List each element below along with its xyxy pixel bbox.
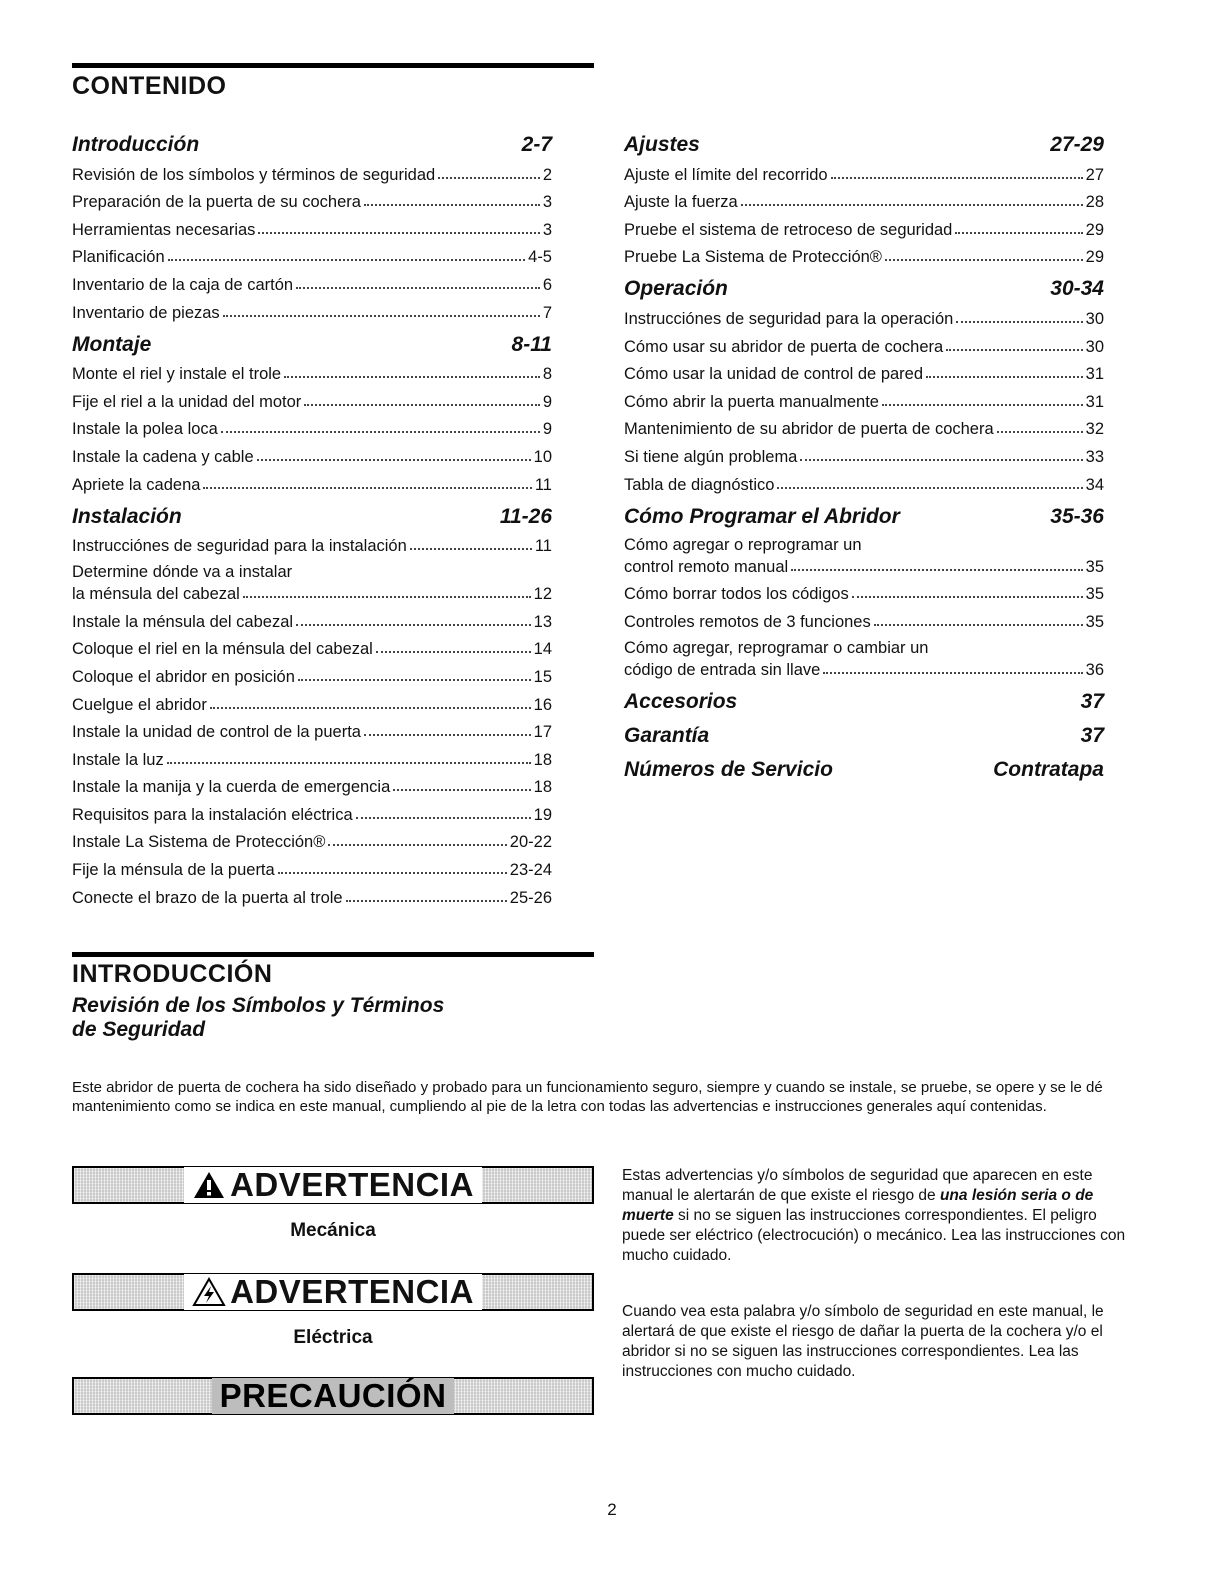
toc-leader-dots: [243, 596, 531, 598]
toc-entry-title: Inventario de la caja de cartón: [72, 275, 294, 294]
toc-entry-page: 16: [533, 695, 552, 714]
toc-entry: [72, 687, 552, 715]
toc-entry: [72, 240, 552, 268]
toc-leader-dots: [296, 624, 531, 626]
toc-entry-title: Herramientas necesarias: [72, 220, 256, 239]
toc-section-heading: [624, 271, 1104, 301]
warning-word-electrical: ADVERTENCIA: [230, 1273, 474, 1310]
toc-entry-title: Mantenimiento de su abridor de puerta de cochera: [624, 420, 994, 439]
toc-entry: [624, 439, 1104, 467]
toc-entry-page: 10: [533, 447, 552, 466]
toc-leader-dots: [831, 177, 1083, 179]
toc-entry: [72, 604, 552, 632]
toc-entry-title: Coloque el abridor en posición: [72, 667, 295, 686]
toc-title: CONTENIDO: [72, 72, 227, 100]
toc-entry: [624, 301, 1104, 329]
toc-entry-page: 3: [542, 193, 552, 212]
toc-leader-dots: [364, 734, 531, 736]
warning-word-mechanical: ADVERTENCIA: [230, 1166, 474, 1203]
toc-entry: [72, 770, 552, 798]
toc-entry-title: Cómo borrar todos los códigos: [624, 585, 849, 604]
toc-entry-page: 13: [533, 612, 552, 631]
toc-leader-dots: [823, 672, 1082, 674]
toc-entry: [624, 467, 1104, 495]
toc-leader-dots: [257, 459, 531, 461]
toc-entry-title: Instale la unidad de control de la puerta: [72, 723, 361, 742]
toc-section-range: 35-36: [1050, 504, 1104, 528]
toc-leader-dots: [946, 349, 1082, 351]
toc-leader-dots: [356, 817, 531, 819]
toc-section-heading: [72, 327, 552, 357]
toc-entry-page: 35: [1085, 612, 1104, 631]
toc-entry-page: 31: [1085, 365, 1104, 384]
toc-entry-page: 18: [533, 750, 552, 769]
toc-leader-dots: [258, 232, 539, 234]
toc-leader-dots: [296, 287, 540, 289]
toc-section-title: Números de Servicio: [624, 757, 833, 781]
toc-section-title: Accesorios: [624, 689, 738, 713]
warning-caption-electrical: Eléctrica: [293, 1327, 373, 1348]
toc-entry-page: 11: [534, 537, 552, 556]
toc-entry: [624, 329, 1104, 357]
toc-section-heading: [624, 684, 1104, 714]
warning-banner-electrical: [72, 1273, 594, 1311]
toc-entry: [72, 157, 552, 185]
toc-entry: [624, 636, 1104, 680]
toc-leader-dots: [304, 404, 540, 406]
warning-description: Estas advertencias y/o símbolos de seguridad que aparecen en este manual le alertarán de que existe el riesgo de una lesión seria o de muerte si no se siguen las instrucciones correspondientes. El peligro puede ser eléctrico (electrocución) o mecánico. Lea las instrucciones con mucho cuidado.: [622, 1167, 1126, 1264]
toc-entry-page: 35: [1085, 557, 1104, 576]
intro-subtitle-line1: Revisión de los Símbolos y Términos: [72, 994, 445, 1017]
toc-entry-title: Instrucciónes de seguridad para la instalación: [72, 537, 407, 556]
toc-leader-dots: [278, 872, 507, 874]
toc-entry-page: 9: [542, 392, 552, 411]
toc-section-title: Cómo Programar el Abridor: [624, 504, 900, 528]
toc-section-range: Contratapa: [993, 757, 1104, 781]
toc-entry: [72, 797, 552, 825]
toc-entry-page: 36: [1085, 660, 1104, 679]
toc-entry-title: Instale la polea loca: [72, 420, 218, 439]
toc-entry: [72, 185, 552, 213]
toc-top-rule: [72, 63, 594, 68]
toc-leader-dots: [203, 487, 531, 489]
toc-entry: [624, 412, 1104, 440]
toc-leader-dots: [346, 900, 507, 902]
toc-section-range: 8-11: [511, 332, 552, 356]
toc-leader-dots: [223, 315, 540, 317]
toc-entry-title: Revisión de los símbolos y términos de seguridad: [72, 165, 436, 184]
caution-word: PRECAUCIÓN: [219, 1377, 447, 1414]
toc-entry: [624, 577, 1104, 605]
toc-leader-dots: [852, 596, 1083, 598]
toc-leader-dots: [168, 259, 526, 261]
toc-section-title: Ajustes: [624, 133, 700, 156]
toc-section-heading: [624, 752, 1104, 782]
toc-entry-title: Cómo abrir la puerta manualmente: [624, 392, 879, 411]
toc-entry-title: Controles remotos de 3 funciones: [624, 612, 871, 631]
toc-section-title: Introducción: [72, 133, 200, 156]
toc-entry-title: Instrucciónes de seguridad para la operación: [624, 309, 954, 328]
toc-entry-title: Instale la cadena y cable: [72, 447, 254, 466]
toc-leader-dots: [393, 789, 530, 791]
toc-entry-title: Cómo usar su abridor de puerta de cochera: [624, 337, 944, 356]
toc-leader-dots: [167, 762, 531, 764]
toc-section-range: 37: [1080, 689, 1104, 713]
toc-entry-title: Planificación: [72, 248, 165, 267]
toc-entry: [72, 384, 552, 412]
toc-entry: [624, 604, 1104, 632]
toc-section-heading: [624, 127, 1104, 157]
toc-leader-dots: [791, 569, 1082, 571]
toc-section-title: Instalación: [72, 504, 182, 528]
serious-injury-emphasis: una lesión seria o de muerte: [622, 1187, 1094, 1224]
toc-entry-title: Instale la manija y la cuerda de emergencia: [72, 778, 391, 797]
toc-section-title: Montaje: [72, 332, 152, 356]
toc-entry-page: 30: [1085, 309, 1104, 328]
toc-section-range: 37: [1080, 723, 1104, 747]
toc-entry-page: 19: [533, 805, 552, 824]
toc-entry-title: Monte el riel y instale el trole: [72, 365, 282, 384]
toc-leader-dots: [955, 232, 1082, 234]
toc-entry-page: 9: [542, 420, 552, 439]
toc-entry-title: Si tiene algún problema: [624, 447, 798, 466]
toc-entry-title: Requisitos para la instalación eléctrica: [72, 805, 353, 824]
toc-entry: [72, 412, 552, 440]
toc-entry-title: código de entrada sin llave: [624, 660, 821, 679]
toc-leader-dots: [210, 707, 531, 709]
toc-entry-title: Fije el riel a la unidad del motor: [72, 392, 302, 411]
intro-title: INTRODUCCIÓN: [72, 960, 273, 988]
toc-entry-page: 7: [542, 303, 552, 322]
toc-entry-page: 11: [534, 475, 552, 494]
toc-entry: [72, 659, 552, 687]
toc-leader-dots: [885, 259, 1083, 261]
toc-entry: [72, 295, 552, 323]
toc-entry-title: Pruebe el sistema de retroceso de seguridad: [624, 220, 953, 239]
toc-entry-title: Conecte el brazo de la puerta al trole: [72, 888, 343, 907]
toc-entry-page: 35: [1085, 585, 1104, 604]
intro-top-rule: [72, 952, 594, 957]
toc-entry-page: 3: [542, 220, 552, 239]
intro-paragraph: Este abridor de puerta de cochera ha sido diseñado y probado para un funcionamiento seguro, siempre y cuando se instale, se pruebe, se opere y se le dé mantenimiento como se indica en este manual, cumpliendo al pie de la letra con todas las advertencias e instrucciones generales aquí contenidas.: [72, 1079, 1103, 1115]
toc-section-range: 11-26: [499, 504, 552, 528]
toc-entry-title: Instale la ménsula del cabezal: [72, 612, 294, 631]
toc-entry-title: Instale la luz: [72, 750, 164, 769]
intro-subtitle-line2: de Seguridad: [72, 1018, 206, 1041]
toc-section-heading: [624, 499, 1104, 529]
toc-section-range: 30-34: [1050, 277, 1104, 301]
warning-banner-mechanical: [72, 1166, 594, 1204]
toc-entry-title: Cómo usar la unidad de control de pared: [624, 365, 924, 384]
toc-entry-title: Apriete la cadena: [72, 475, 201, 494]
toc-entry: [72, 632, 552, 660]
toc-entry-title: Fije la ménsula de la puerta: [72, 861, 275, 880]
caution-banner: [72, 1377, 594, 1415]
toc-entry-title-line1: Cómo agregar, reprogramar o cambiar un: [624, 638, 929, 657]
toc-section-heading: [624, 718, 1104, 748]
toc-entry-title: Inventario de piezas: [72, 303, 220, 322]
toc-entry: [72, 467, 552, 495]
toc-leader-dots: [438, 177, 540, 179]
toc-entry: [72, 439, 552, 467]
toc-entry: [624, 157, 1104, 185]
toc-section-range: 2-7: [521, 133, 552, 156]
toc-leader-dots: [926, 376, 1083, 378]
toc-leader-dots: [298, 679, 531, 681]
toc-entry-page: 12: [533, 585, 552, 604]
toc-entry-title: Ajuste el límite del recorrido: [624, 165, 828, 184]
toc-entry: [624, 185, 1104, 213]
toc-entry: [624, 212, 1104, 240]
toc-entry-title: control remoto manual: [624, 557, 789, 576]
toc-entry-page: 17: [533, 723, 552, 742]
toc-entry: [624, 533, 1104, 577]
toc-leader-dots: [376, 651, 531, 653]
toc-leader-dots: [741, 204, 1083, 206]
toc-leader-dots: [328, 844, 506, 846]
toc-entry-page: 30: [1085, 337, 1104, 356]
toc-entry-page: 8: [542, 365, 552, 384]
toc-entry-page: 23-24: [509, 861, 552, 880]
toc-entry-page: 32: [1085, 420, 1104, 439]
toc-section-title: Operación: [624, 277, 728, 301]
toc-leader-dots: [874, 624, 1083, 626]
toc-entry-page: 6: [542, 275, 552, 294]
toc-leader-dots: [956, 321, 1082, 323]
toc-leader-dots: [221, 431, 540, 433]
toc-entry-title-line1: Cómo agregar o reprogramar un: [624, 535, 862, 554]
toc-entry: [624, 357, 1104, 385]
toc-entry-title-line1: Determine dónde va a instalar: [72, 563, 293, 582]
intro-subtitle: [72, 994, 444, 1042]
toc-left-column: [72, 127, 552, 908]
toc-section-title: Garantía: [624, 723, 710, 747]
toc-entry: [72, 715, 552, 743]
toc-entry: [72, 267, 552, 295]
toc-entry-title: Instale La Sistema de Protección®: [72, 833, 326, 852]
toc-entry: [72, 529, 552, 557]
toc-entry-title: Coloque el riel en la ménsula del cabezal: [72, 640, 373, 659]
toc-entry-page: 20-22: [509, 833, 552, 852]
toc-leader-dots: [800, 459, 1082, 461]
toc-leader-dots: [777, 487, 1082, 489]
toc-entry-title: la ménsula del cabezal: [72, 585, 240, 604]
toc-entry-page: 31: [1085, 392, 1104, 411]
toc-leader-dots: [410, 548, 532, 550]
toc-entry-title: Pruebe La Sistema de Protección®: [624, 248, 882, 267]
warning-caption-mechanical: Mecánica: [290, 1220, 376, 1241]
toc-entry-page: 29: [1085, 248, 1104, 267]
toc-entry-title: Cuelgue el abridor: [72, 695, 207, 714]
toc-entry-page: 4-5: [528, 248, 552, 267]
toc-entry-page: 34: [1085, 475, 1104, 494]
toc-entry-title: Preparación de la puerta de su cochera: [72, 193, 361, 212]
toc-leader-dots: [284, 376, 540, 378]
toc-entry: [72, 880, 552, 908]
toc-entry: [72, 742, 552, 770]
toc-entry-page: 27: [1085, 165, 1104, 184]
toc-right-column: [624, 127, 1104, 782]
toc-section-range: 27-29: [1050, 133, 1104, 156]
toc-entry-page: 18: [533, 778, 552, 797]
toc-entry-page: 33: [1085, 447, 1104, 466]
toc-section-heading: [72, 499, 552, 529]
toc-entry-page: 28: [1085, 193, 1104, 212]
toc-entry-page: 14: [533, 640, 552, 659]
toc-entry-page: 2: [542, 165, 552, 184]
toc-leader-dots: [882, 404, 1083, 406]
toc-entry-page: 15: [533, 667, 552, 686]
toc-leader-dots: [997, 431, 1083, 433]
warning-triangle-icon: [192, 1170, 226, 1200]
toc-leader-dots: [364, 204, 540, 206]
toc-entry-title: Ajuste la fuerza: [624, 193, 738, 212]
toc-entry: [72, 357, 552, 385]
toc-entry: [72, 825, 552, 853]
caution-description: Cuando vea esta palabra y/o símbolo de seguridad en este manual, le alertará de que existe el riesgo de dañar la puerta de la cochera y/o el abridor si no se siguen las instrucciones correspondientes. Lea las instrucciones con mucho cuidado.: [622, 1303, 1104, 1380]
toc-entry: [624, 240, 1104, 268]
toc-entry: [72, 212, 552, 240]
toc-entry-page: 29: [1085, 220, 1104, 239]
page-number: 2: [607, 1500, 617, 1519]
toc-section-heading: [72, 127, 552, 157]
electrical-warning-icon: [192, 1277, 226, 1307]
toc-entry: [72, 560, 552, 604]
toc-entry: [624, 384, 1104, 412]
toc-entry: [72, 852, 552, 880]
toc-entry-page: 25-26: [509, 888, 552, 907]
toc-entry-title: Tabla de diagnóstico: [624, 475, 775, 494]
